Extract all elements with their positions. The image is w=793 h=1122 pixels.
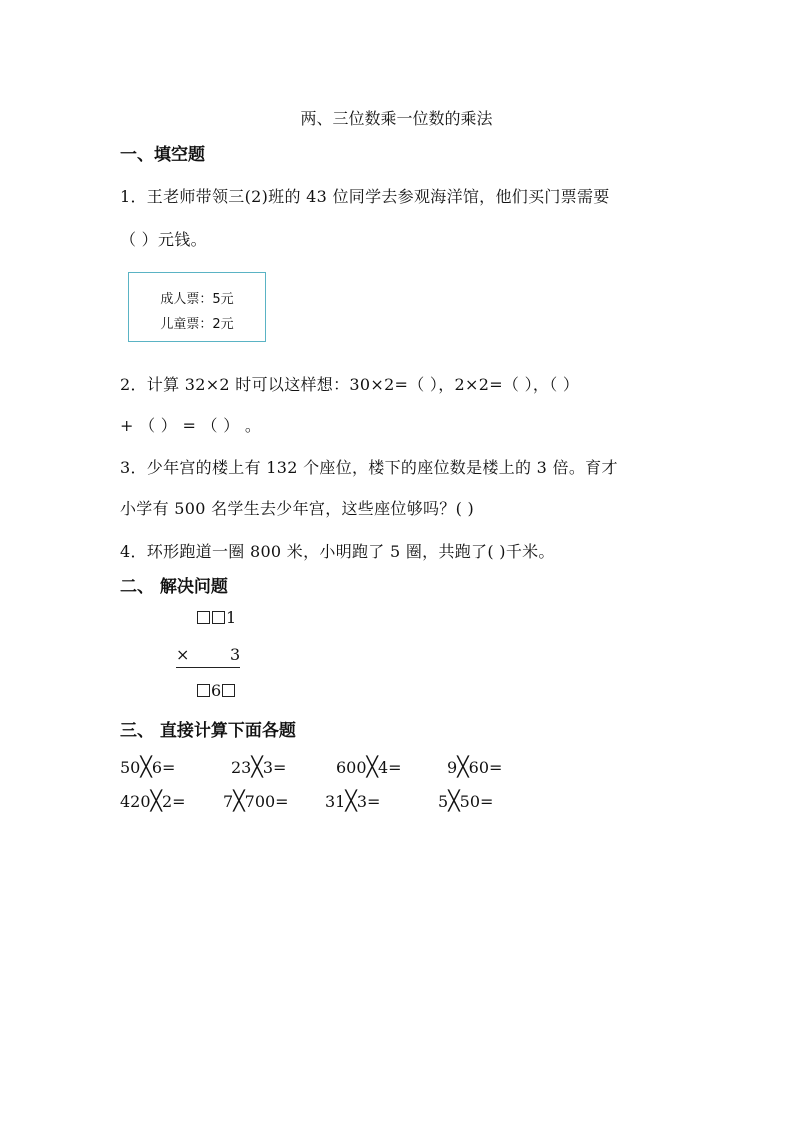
question-2-line-1: 2．计算 32×2 时可以这样想：30×2=（ ），2×2=（ ），（ ）	[120, 375, 580, 394]
multiply-sign-icon: ╳	[345, 790, 357, 812]
blank-box-icon	[212, 611, 225, 624]
multiply-sign-icon: ╳	[150, 790, 162, 812]
child-ticket-price: 儿童票：2元	[160, 317, 234, 332]
section-heading-solve: 二、 解决问题	[120, 577, 228, 597]
calc-operand: 50=	[459, 792, 494, 811]
question-2-line-2: + （ ） = （ ） 。	[120, 416, 262, 435]
times-sign: ×	[176, 645, 190, 664]
page-title: 两、三位数乘一位数的乘法	[300, 109, 493, 128]
blank-box-icon	[197, 684, 210, 697]
blank-box-icon	[197, 611, 210, 624]
calc-operand: 23	[231, 758, 252, 777]
question-3-line-2: 小学有 500 名学生去少年宫，这些座位够吗？( )	[120, 499, 475, 518]
ticket-price-box	[128, 272, 266, 342]
multiply-sign-icon: ╳	[140, 756, 152, 778]
calc-item	[120, 790, 186, 812]
calc-item	[231, 756, 286, 778]
multiply-sign-icon: ╳	[457, 756, 469, 778]
calc-operand: 3=	[262, 758, 287, 777]
question-1-line-2: （ ）元钱。	[120, 230, 207, 249]
calc-operand: 50	[120, 758, 141, 777]
calc-operand: 6=	[151, 758, 176, 777]
calc-operand: 600	[336, 758, 367, 777]
calc-item	[336, 756, 402, 778]
calc-item	[223, 790, 289, 812]
question-1-line-1: 1．王老师带领三(2)班的 43 位同学去参观海洋馆，他们买门票需要	[120, 187, 610, 206]
multiply-sign-icon: ╳	[448, 790, 460, 812]
vertical-top-row	[196, 608, 236, 627]
multiply-sign-icon: ╳	[366, 756, 378, 778]
blank-box-icon	[222, 684, 235, 697]
multiply-sign-icon: ╳	[233, 790, 245, 812]
section-heading-direct-calc: 三、 直接计算下面各题	[120, 721, 296, 741]
calc-operand: 60=	[468, 758, 503, 777]
calc-item	[447, 756, 502, 778]
adult-ticket-price: 成人票：5元	[160, 292, 234, 307]
calc-operand: 700=	[244, 792, 289, 811]
top-digit: 1	[226, 608, 237, 627]
calc-item	[120, 756, 175, 778]
calc-item	[438, 790, 493, 812]
calc-operand: 7	[223, 792, 234, 811]
calc-operand: 5	[438, 792, 449, 811]
calc-operand: 31	[325, 792, 346, 811]
question-3-line-1: 3．少年宫的楼上有 132 个座位，楼下的座位数是楼上的 3 倍。育才	[120, 458, 618, 477]
question-4: 4．环形跑道一圈 800 米，小明跑了 5 圈，共跑了( )千米。	[120, 542, 555, 561]
section-heading-fill-blank: 一、填空题	[120, 145, 205, 165]
calc-operand: 4=	[378, 758, 402, 777]
calc-operand: 9	[447, 758, 458, 777]
multiply-sign-icon: ╳	[251, 756, 263, 778]
calc-operand: 420	[120, 792, 151, 811]
vertical-result-row	[196, 681, 236, 700]
calc-item	[325, 790, 380, 812]
vertical-multiplier-row	[176, 645, 240, 668]
multiplier-digit: 3	[230, 645, 241, 664]
result-digit: 6	[211, 681, 222, 700]
calc-operand: 3=	[356, 792, 381, 811]
calc-operand: 2=	[162, 792, 186, 811]
